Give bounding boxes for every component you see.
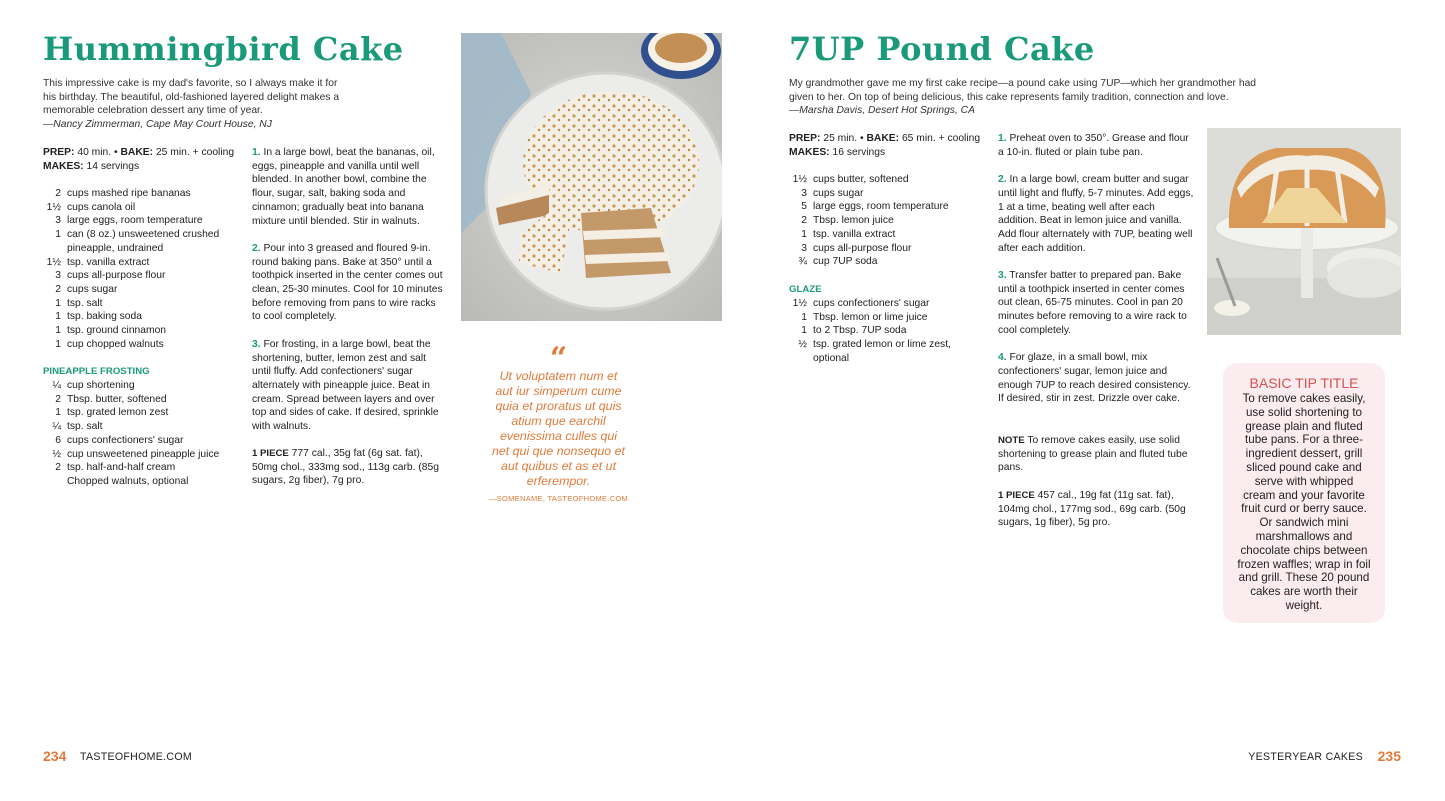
ingredient-item (43, 214, 233, 228)
step-text: Transfer batter to prepared pan. Bake until a toothpick inserted in center comes out clean, 65-75 minutes. Cool in pan 20 minutes before removing to a wire rack to cool completely. (998, 270, 1187, 336)
ingredient-text: cups sugar (67, 283, 118, 295)
ingredient-quantity: 2 (55, 462, 61, 474)
ingredient-quantity: ¼ (52, 380, 61, 391)
direction-step (252, 146, 444, 228)
ingredient-quantity: 2 (801, 215, 807, 227)
ingredient-quantity: 1 (55, 297, 61, 309)
ingredient-text: Tbsp. butter, softened (67, 393, 167, 405)
ingredient-quantity: 6 (55, 434, 61, 446)
ingredient-quantity: 1 (801, 228, 807, 240)
ingredient-quantity: 2 (55, 283, 61, 295)
ingredient-item (43, 338, 233, 352)
ingredient-list-hummingbird (43, 187, 233, 351)
ingredient-item (789, 324, 979, 338)
ingredient-item (43, 283, 233, 297)
step-number: 1. (252, 147, 261, 158)
direction-step (998, 132, 1194, 159)
step-number: 2. (998, 174, 1007, 186)
ingredient-quantity: 1 (55, 407, 61, 419)
cake-photo-illustration (461, 33, 722, 321)
step-text: Preheat oven to 350°. Grease and flour a 10-in. fluted or plain tube pan. (998, 133, 1189, 158)
ingredient-item (789, 255, 979, 269)
attribution: —Nancy Zimmerman, Cape May Court House, NJ (43, 119, 272, 131)
ingredient-item (789, 200, 979, 214)
bake-value: 25 min. + cooling (155, 147, 235, 158)
ingredient-item (789, 242, 979, 256)
attribution: —Marsha Davis, Desert Hot Springs, CA (789, 105, 975, 117)
intro-text: My grandmother gave me my first cake recipe—a pound cake using 7UP—which her grandmother had given to her. On top of being delicious, this cake represents family tradition, connection and love. (789, 78, 1257, 103)
ingredient-quantity: 3 (55, 215, 61, 227)
makes-label: MAKES: (789, 146, 830, 158)
ingredient-quantity: ¾ (798, 256, 807, 268)
makes-label: MAKES: (43, 160, 84, 172)
ingredient-item (43, 256, 233, 270)
ingredient-quantity: 3 (55, 270, 61, 282)
ingredient-text: to 2 Tbsp. 7UP soda (813, 325, 907, 337)
ingredient-quantity: 1 (801, 325, 807, 337)
nutrition-label: 1 PIECE (252, 448, 289, 459)
subheading-frosting: PINEAPPLE FROSTING (43, 366, 150, 377)
directions-hummingbird (252, 146, 444, 447)
ingredient-text: cups mashed ripe bananas (67, 188, 191, 199)
intro-text: This impressive cake is my dad's favorite, so I always make it for his birthday. The beautiful, old-fashioned layered delight makes a memorable celebration dessert any time of year. (43, 78, 340, 117)
bake-label: BAKE: (120, 147, 154, 158)
makes-value: 14 servings (86, 160, 140, 172)
ingredient-text: cups all-purpose flour (813, 242, 912, 254)
prep-value: 25 min. • (823, 133, 867, 144)
intro-7up (789, 77, 1264, 118)
ingredient-text: cup unsweetened pineapple juice (67, 448, 220, 460)
step-number: 1. (998, 133, 1007, 144)
step-text: In a large bowl, beat the bananas, oil, eggs, pineapple and vanilla until well blended. In another bowl, combine the flour, sugar, salt, baking soda and cinnamon; gradually beat into banana mixture until blended. Stir in walnuts. (252, 147, 435, 227)
ingredient-quantity: ½ (52, 448, 61, 460)
step-number: 2. (252, 242, 261, 254)
nutrition-label: 1 PIECE (998, 490, 1035, 501)
ingredient-text: can (8 oz.) unsweetened crushed pineapple, undrained (67, 229, 220, 254)
ingredient-quantity: 1½ (46, 201, 61, 213)
ingredient-text: tsp. grated lemon zest (67, 407, 169, 419)
ingredient-item (43, 201, 233, 215)
ingredient-item (789, 338, 979, 365)
ingredient-item (43, 448, 233, 462)
ingredient-text: Tbsp. lemon or lime juice (813, 311, 928, 323)
step-text: Pour into 3 greased and floured 9-in. round baking pans. Bake at 350° until a toothpick inserted in the center comes out clean, 25-30 minutes. Cool for 10 minutes before removing from pans to wire racks to cool completely. (252, 242, 443, 323)
meta-hummingbird (43, 146, 243, 173)
ingredient-item (43, 310, 233, 324)
ingredient-text: cup 7UP soda (813, 256, 878, 268)
ingredient-text: tsp. baking soda (67, 311, 142, 323)
ingredient-item (43, 461, 233, 475)
ingredient-item (789, 173, 979, 187)
step-number: 4. (998, 352, 1007, 364)
ingredient-text: large eggs, room temperature (67, 215, 203, 227)
direction-step (252, 338, 444, 434)
page-number-right: 235 (1377, 748, 1401, 764)
footer-section: YESTERYEAR CAKES (1248, 751, 1363, 763)
note-label: NOTE (998, 435, 1025, 446)
ingredient-item (789, 311, 979, 325)
ingredient-item (43, 420, 233, 434)
ingredient-text: tsp. vanilla extract (813, 228, 896, 240)
quote-mark-icon: “ (549, 341, 568, 376)
ingredient-quantity: 1 (55, 311, 61, 323)
quote-source: —SOMENAME, TASTEOFHOME.COM (488, 494, 629, 503)
pound-cake-photo (1207, 128, 1401, 335)
ingredient-list-7up (789, 173, 979, 269)
ingredient-item (43, 475, 233, 489)
ingredient-text: cups confectioners' sugar (67, 434, 184, 446)
ingredient-quantity: ¼ (52, 421, 61, 433)
nutrition-text: 777 cal., 35g fat (6g sat. fat), 50mg chol., 333mg sod., 113g carb. (85g sugars, 2g fiber), 7g pro. (252, 448, 439, 487)
pound-cake-illustration (1207, 128, 1401, 335)
ingredient-text: Tbsp. lemon juice (813, 215, 894, 227)
note-7up (998, 434, 1194, 475)
ingredient-item (43, 393, 233, 407)
page-number-left: 234 (43, 748, 67, 764)
hummingbird-cake-photo (461, 33, 722, 321)
ingredient-item (43, 379, 233, 393)
ingredient-text: tsp. vanilla extract (67, 256, 150, 268)
ingredient-text: tsp. grated lemon or lime zest, optional (813, 339, 951, 364)
ingredient-text: tsp. ground cinnamon (67, 325, 167, 337)
directions-7up (998, 132, 1194, 420)
makes-value: 16 servings (832, 146, 886, 158)
ingredient-item (43, 187, 233, 201)
ingredient-item (43, 269, 233, 283)
step-text: For frosting, in a large bowl, beat the shortening, butter, lemon zest and salt until fluffy. Add confectioners' sugar alternately with pineapple juice. Beat in cream. Spread between layers and over top and sides of cake. If desired, sprinkle with walnuts. (252, 338, 439, 433)
tip-title: BASIC TIP TITLE (1249, 375, 1359, 391)
direction-step (998, 173, 1194, 255)
ingredient-list-frosting (43, 379, 233, 489)
ingredient-quantity: 5 (801, 201, 807, 213)
ingredient-item (43, 434, 233, 448)
step-text: In a large bowl, cream butter and sugar until light and fluffy, 5-7 minutes. Add eggs, 1 at a time, beating well after each addition. Beat in lemon juice and vanilla. Add flour alternately with 7UP, beating well after each addition. (998, 174, 1194, 254)
ingredient-item (43, 324, 233, 338)
direction-step (252, 242, 444, 324)
ingredient-quantity: 1½ (792, 174, 807, 185)
ingredient-item (789, 187, 979, 201)
ingredient-item (43, 297, 233, 311)
note-text: To remove cakes easily, use solid shortening to grease plain and fluted tube pans. (998, 435, 1188, 474)
ingredient-text: tsp. salt (67, 297, 103, 309)
ingredient-quantity: 2 (55, 393, 61, 405)
step-number: 3. (998, 270, 1007, 281)
ingredient-item (789, 228, 979, 242)
meta-7up (789, 132, 989, 159)
ingredient-text: cups canola oil (67, 201, 136, 213)
ingredient-text: tsp. salt (67, 421, 103, 433)
ingredient-item (789, 297, 979, 311)
ingredient-quantity: 1½ (792, 298, 807, 309)
nutrition-7up (998, 489, 1194, 530)
prep-value: 40 min. • (77, 147, 121, 158)
ingredient-quantity: 1 (55, 338, 61, 350)
step-number: 3. (252, 338, 261, 350)
ingredient-quantity (43, 475, 61, 489)
ingredient-item (43, 406, 233, 420)
ingredient-text: cups confectioners' sugar (813, 298, 930, 309)
ingredient-text: cups all-purpose flour (67, 270, 166, 282)
ingredient-text: cups butter, softened (813, 174, 909, 185)
ingredient-text: Chopped walnuts, optional (67, 475, 189, 487)
ingredient-quantity: 1 (801, 311, 807, 323)
ingredient-text: cup shortening (67, 380, 135, 391)
bake-label: BAKE: (866, 133, 900, 144)
recipe-title-7up: 7UP Pound Cake (789, 30, 1095, 68)
ingredient-quantity: 1 (55, 325, 61, 337)
ingredient-quantity: ½ (798, 339, 807, 351)
ingredient-text: cups sugar (813, 187, 864, 199)
ingredient-quantity: 1 (55, 229, 61, 241)
ingredient-quantity: 3 (801, 242, 807, 254)
ingredient-text: tsp. half-and-half cream (67, 462, 176, 474)
ingredient-text: large eggs, room temperature (813, 201, 949, 213)
prep-label: PREP: (789, 133, 821, 144)
nutrition-hummingbird (252, 447, 444, 488)
ingredient-quantity: 2 (55, 188, 61, 199)
tip-box (1223, 363, 1385, 623)
direction-step (998, 269, 1194, 338)
nutrition-text: 457 cal., 19g fat (11g sat. fat), 104mg chol., 177mg sod., 69g carb. (50g sugars, 1g fiber), 5g pro. (998, 490, 1186, 529)
intro-hummingbird (43, 77, 343, 132)
ingredient-item (789, 214, 979, 228)
ingredient-text: cup chopped walnuts (67, 338, 164, 350)
ingredient-quantity: 1½ (46, 256, 61, 268)
bake-value: 65 min. + cooling (901, 133, 981, 144)
ingredient-item (43, 228, 233, 255)
recipe-title-hummingbird: Hummingbird Cake (43, 30, 404, 68)
tip-text: To remove cakes easily, use solid shortening to grease plain and fluted tube pans. For a three-ingredient dessert, grill sliced pound cake and serve with whipped cream and your favorite fruit curd or berry sauce. Or sandwich mini marshmallows and chocolate chips between frozen waffles; wrap in foil and grill. These 20 pound cakes are worth their weight. (1237, 392, 1371, 612)
ingredient-quantity: 3 (801, 187, 807, 199)
step-text: For glaze, in a small bowl, mix confectioners' sugar, lemon juice and enough 7UP to reach desired consistency. If desired, stir in zest. Drizzle over cake. (998, 352, 1191, 405)
footer-site: TASTEOFHOME.COM (80, 751, 193, 763)
prep-label: PREP: (43, 147, 75, 158)
direction-step (998, 351, 1194, 406)
pull-quote: Ut voluptatem num et aut iur simperum cume quia et proratus ut quis atium que earchil evenissima culles qui net qui que nonsequo et aut quibus et as et ut erferempor. (492, 369, 625, 488)
subheading-glaze: GLAZE (789, 284, 822, 295)
ingredient-list-glaze (789, 297, 979, 366)
